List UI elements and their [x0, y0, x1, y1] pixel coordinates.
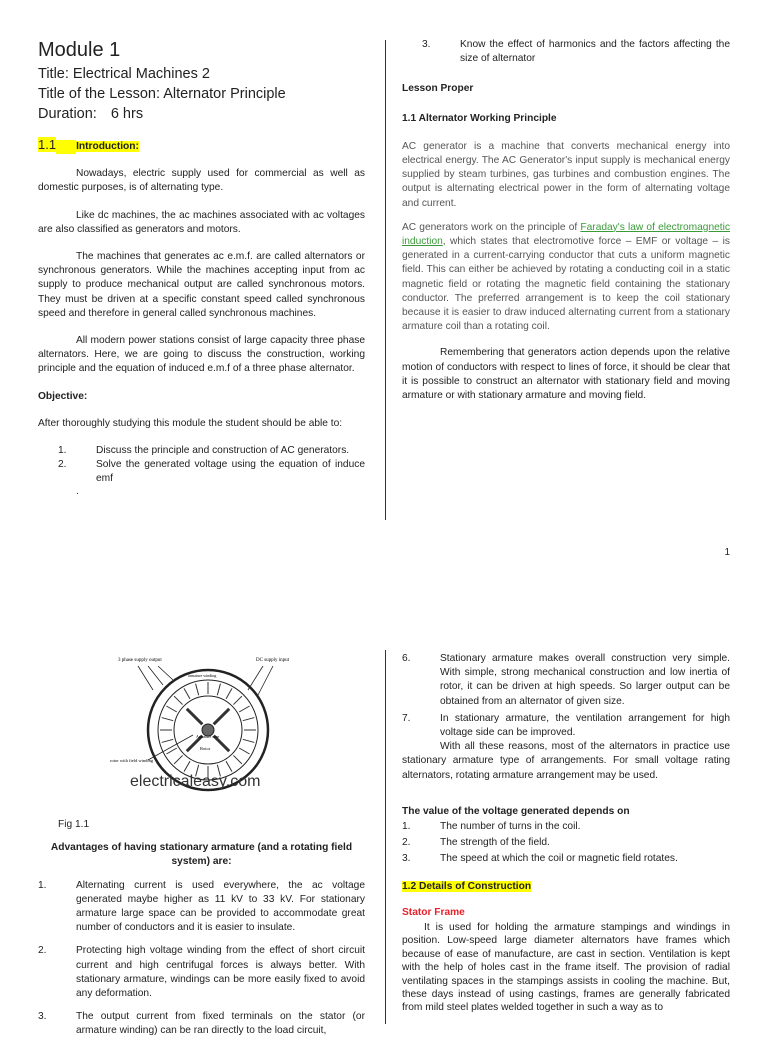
- list-item: 3. The speed at which the coil or magnetic field rotates.: [402, 853, 678, 865]
- alternator-diagram: [108, 650, 298, 805]
- faraday-link[interactable]: Faraday's law of electromagnetic induction: [402, 221, 730, 248]
- lesson-proper-heading: Lesson Proper: [402, 83, 474, 95]
- stator-slot: [217, 684, 220, 696]
- stator-slot: [243, 718, 255, 721]
- column-divider: [385, 40, 386, 520]
- paragraph: AC generator is a machine that converts mechanical energy into electrical energy. The AC Generator's input supply is mechanical energy supplied by steam turbines, gas turbines and combustion engines. The output is alternating electrical power in the form of alternating voltage and current.: [402, 140, 730, 209]
- paragraph: With all these reasons, most of the alternators in practice use stationary armature type of arrangements. For small voltage rating alternators, rotating armature arrangement may be used.: [402, 741, 730, 781]
- page1-left-column: [38, 38, 365, 497]
- stator-slot: [239, 706, 249, 712]
- objective-list-continued: [402, 38, 730, 66]
- stator-slot: [226, 688, 232, 698]
- label-winding: armature winding: [188, 673, 217, 678]
- lesson-title: Title of the Lesson: Alternator Principle: [38, 86, 286, 102]
- duration-line: [38, 104, 365, 124]
- page1-right-column: [402, 38, 730, 403]
- stator-slot: [196, 684, 199, 696]
- stator-slot: [174, 755, 182, 763]
- list-item: 1. The number of turns in the coil.: [402, 821, 581, 833]
- stator-slot: [184, 761, 190, 771]
- paragraph: It is used for holding the armature stampings and windings in position. Low-speed large diameter alternators have frames which because of ease of manufacture, are cast in section. Ventilation is kept with the help of holes cast in the frame itself. The provision of radial ventilating spaces in the stampings assists in cooling the machine. But, these days instead of using castings, frames are generally fabricated from mild steel plates welded together in such a way as to: [402, 922, 730, 1014]
- figure-caption: Fig 1.1: [58, 819, 90, 830]
- stator-slot: [184, 688, 190, 698]
- label-rotor: rotor with field winding: [110, 758, 154, 763]
- list-item: 2. Solve the generated voltage using the equation of induce emf: [58, 459, 365, 485]
- rotor-pole: [214, 709, 230, 725]
- stator-slot: [233, 755, 241, 763]
- stator-slot: [243, 739, 255, 742]
- watermark: electricaleasy.com: [130, 773, 261, 790]
- objective-list: [38, 444, 365, 487]
- page2-right-column: [402, 652, 730, 1015]
- paragraph: Remembering that generators action depends upon the relative motion of conductors with respect to lines of force, it should be clear that it is possible to construct an alternator with stationary field and moving armature or with stationary armature and moving field.: [402, 347, 730, 402]
- stator-heading: Stator Frame: [402, 906, 465, 918]
- objective-heading: Objective:: [38, 390, 88, 402]
- paragraph: AC generators work on the principle of Faraday's law of electromagnetic induction, which states that electromotive force – EMF or voltage – is generated in a current-carrying conductor that cuts a uniform magnetic field. This can either be achieved by rotating a conducting coil in a static magnetic field or rotating the magnetic field containing the stationary conductor. The preferred arrangement is to keep the coil stationary because it is easier to draw induced alternating current from a stationary armature coil than a rotating coil.: [402, 221, 730, 333]
- list-item: 1. Alternating current is used everywhere, the ac voltage generated maybe higher as 11 kV to 33 kV. For stationary armature large space can be provided to accommodate great number of conductors and it is easier to insulate.: [38, 879, 365, 934]
- list-item: 6. Stationary armature makes overall construction very simple. With simple, strong mechanical construction and low inertia of rotor, it can be driven at high speeds. So larger output can be obtained from an alternator of given size.: [402, 653, 730, 707]
- value-list: [402, 820, 730, 867]
- stator-slot: [162, 739, 174, 742]
- rotor-pole: [187, 709, 203, 725]
- paragraph: Nowadays, electric supply used for commercial as well as domestic purposes, is of alternating type.: [38, 168, 365, 194]
- paragraph: The machines that generates ac e.m.f. are called alternators or synchronous generators. While the machines accepting input from ac supply to produce mechanical output are called synchronous motors. They must be driven at a specific constant speed called synchronous speed and therefore in general called synchronous machines.: [38, 251, 365, 319]
- page2-left-column: [38, 818, 365, 1039]
- page-number: 1: [724, 547, 730, 558]
- stator-slot: [162, 718, 174, 721]
- advantages-list-continued: [402, 652, 730, 740]
- paragraph: All modern power stations consist of large capacity three phase alternators. Here, we are going to discuss the construction, working principle and the equation of induced e.m.f of a three phase alternator.: [38, 335, 365, 375]
- objective-intro: After thoroughly studying this module the student should be able to:: [38, 417, 343, 429]
- stator-slot: [233, 696, 241, 704]
- value-heading: The value of the voltage generated depends on: [402, 805, 630, 817]
- label-rotor-inner: Rotor: [200, 746, 211, 751]
- alternator-figure: [108, 650, 298, 805]
- list-item: 2. Protecting high voltage winding from the effect of short circuit current and high centrifugal forces is always better. With stationary armature, windings can be more easily fixed to avoid any deformation.: [38, 945, 365, 1000]
- list-item: 3. Know the effect of harmonics and the factors affecting the size of alternator: [422, 39, 730, 65]
- stator-slot: [174, 696, 182, 704]
- intro-number: 1.1: [38, 137, 57, 152]
- label-supply: 3 phase supply output: [118, 658, 162, 663]
- intro-label: Introduction:: [76, 141, 139, 152]
- intro-heading: [38, 138, 365, 154]
- advantages-heading: Advantages of having stationary armature (and a rotating field system) are:: [50, 842, 353, 868]
- label-core: Armature core: [196, 734, 220, 739]
- course-title: Title: Electrical Machines 2: [38, 66, 210, 82]
- list-item: 1. Discuss the principle and construction of AC generators.: [58, 445, 350, 457]
- paragraph: Like dc machines, the ac machines associated with ac voltages are also classified as generators and motors.: [38, 209, 365, 235]
- working-principle-heading: 1.1 Alternator Working Principle: [402, 112, 557, 124]
- module-heading: Module 1: [38, 39, 121, 61]
- stator-slot: [226, 761, 232, 771]
- stator-slot: [239, 748, 249, 754]
- column-divider: [385, 650, 386, 1024]
- duration-value: 6 hrs: [110, 106, 144, 122]
- details-heading: 1.2 Details of Construction: [402, 880, 532, 892]
- list-item: 7. In stationary armature, the ventilation arrangement for high voltage side can be improved.: [402, 712, 730, 739]
- objective-trailing: .: [76, 485, 79, 497]
- label-dc: DC supply input: [256, 658, 290, 663]
- duration-label: Duration:: [38, 106, 97, 122]
- list-item: 2. The strength of the field.: [402, 837, 550, 849]
- advantages-list: [38, 879, 365, 1039]
- list-item: 3. The output current from fixed terminals on the stator (or armature winding) can be ran directly to the load circuit,: [38, 1011, 365, 1037]
- stator-slot: [166, 706, 176, 712]
